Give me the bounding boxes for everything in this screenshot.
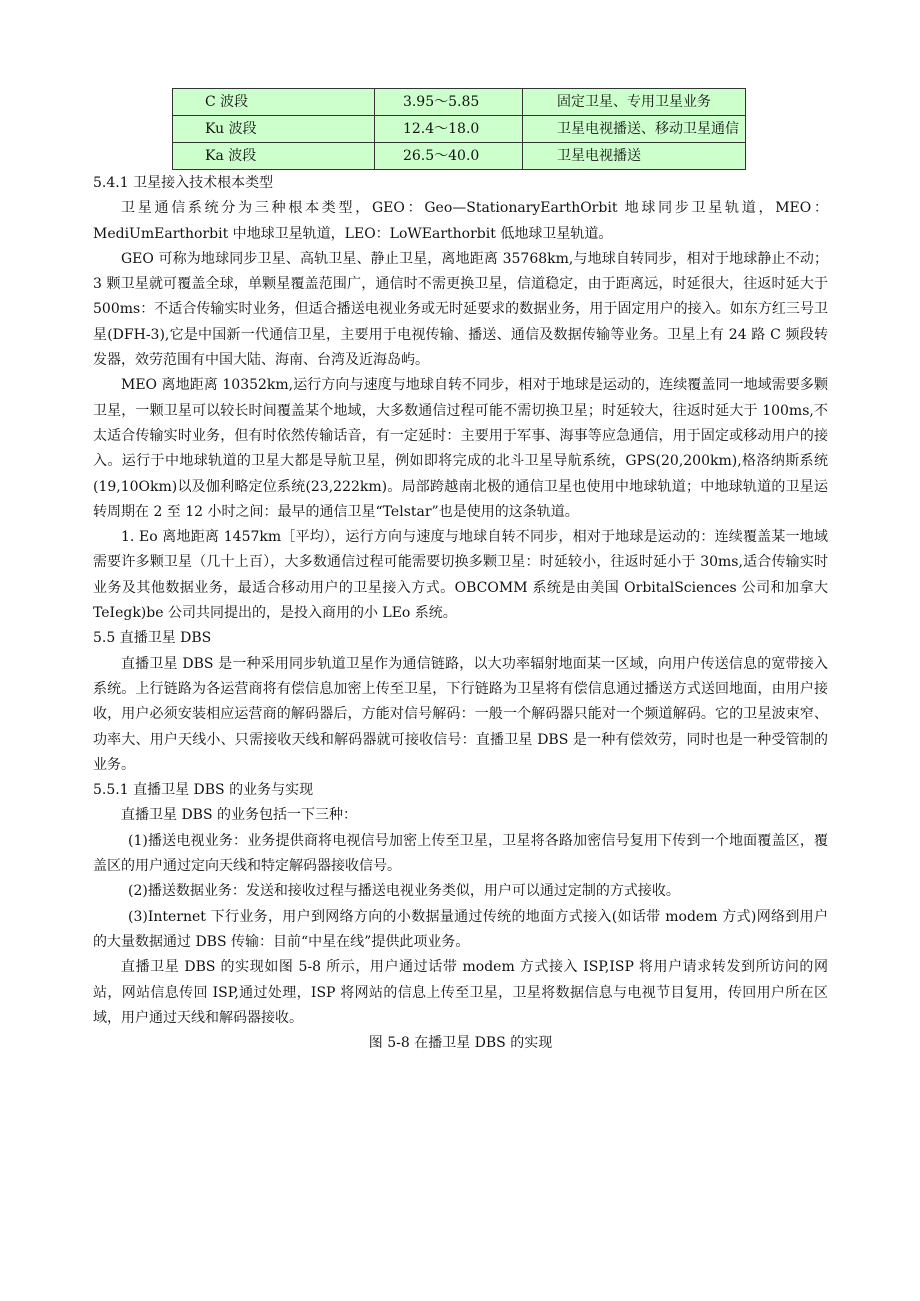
list-item: (3)Internet 下行业务，用户到网络方向的小数据量通过传统的地面方式接入(如话带 modem 方式)网络到用户的大量数据通过 DBS 传输：目前“中星在线”提供此项业务。 — [93, 908, 828, 950]
paragraph-dbs-implementation: 直播卫星 DBS 的实现如图 5-8 所示，用户通过话带 modem 方式接入 ISP,ISP 将用户请求转发到所访问的网站，网站信息传回 ISP,通过处理，ISP 将网站的信息上传至卫星，卫星将数据信息与电视节目复用，传回用户所在区域，用户通过天线和解码器接收。 — [93, 959, 828, 1026]
paragraph-leo: 1. Eo 离地距离 1457km［平均），运行方向与速度与地球自转不同步，相对于地球是运动的：连续覆盖某一地域需要许多颗卫星（几十上百），大多数通信过程可能需要切换多颗卫星：时延较小，往返时延小于 30ms,适合传输实时业务及其他数据业务，最适合移动用户的卫星接入方式。OBCOMM 系统是由美国 OrbitalSciences 公司和加拿大 TeIegk)be 公司共同提出的，是投入商用的小 LEo 系统。 — [93, 529, 828, 622]
band-range-cell: 3.95～5.85 — [374, 89, 522, 116]
table-row — [173, 89, 746, 116]
band-use-cell: 卫星电视播送、移动卫星通信 — [523, 116, 746, 143]
table-row — [173, 143, 746, 170]
paragraph-geo: GEO 可称为地球同步卫星、高轨卫星、静止卫星，离地距离 35768km,与地球自转同步，相对于地球静止不动；3 颗卫星就可覆盖全球，单颗星覆盖范围广，通信时不需更换卫星，信道稳定，由于距离远，时延很大，往返时延大于 500ms：不适合传输实时业务，但适合播送电视业务或无时延要求的数据业务，用于固定用户的接入。如东方红三号卫星(DFH-3),它是中国新一代通信卫星，主要用于电视传输、播送、通信及数据传输等业务。卫星上有 24 路 C 频段转发器，效劳范围有中国大陆、海南、台湾及近海岛屿。 — [93, 250, 828, 369]
band-range-cell: 26.5～40.0 — [374, 143, 522, 170]
paragraph-meo: MEO 离地距离 10352km,运行方向与速度与地球自转不同步，相对于地球是运动的，连续覆盖同一地域需要多颗卫星，一颗卫星可以较长时间覆盖某个地域，大多数通信过程可能不需切换卫星；时延较大，往返时延大于 100ms,不太适合传输实时业务，但有时依然传输话音，有一定延时：主要用于军事、海事等应急通信，用于固定或移动用户的接入。运行于中地球轨道的卫星大都是导航卫星，例如即将完成的北斗卫星导航系统，GPS(20,200km),格洛纳斯系统(19,10Okm)以及伽利略定位系统(23,222km)。局部跨越南北极的通信卫星也使用中地球轨道；中地球轨道的卫星运转周期在 2 至 12 小时之间：最早的通信卫星“Telstar”也是使用的这条轨道。 — [93, 377, 828, 520]
band-name-cell: Ka 波段 — [173, 143, 375, 170]
frequency-band-table — [172, 88, 746, 170]
paragraph-dbs-intro: 直播卫星 DBS 的业务包括一下三种： — [121, 807, 358, 824]
band-range-cell: 12.4～18.0 — [374, 116, 522, 143]
band-name-cell: C 波段 — [173, 89, 375, 116]
section-heading-5-5: 5.5 直播卫星 DBS — [93, 630, 212, 647]
paragraph-dbs: 直播卫星 DBS 是一种采用同步轨道卫星作为通信链路，以大功率辐射地面某一区域，向用户传送信息的宽带接入系统。上行链路为各运营商将有偿信息加密上传至卫星，下行链路为卫星将有偿信息通过播送方式送回地面，由用户接收，用户必须安装相应运营商的解码器后，方能对信号解码：一般一个解码器只能对一个频道解码。它的卫星波束窄、功率大、用户天线小、只需接收天线和解码器就可接收信号：直播卫星 DBS 是一种有偿效劳，同时也是一种受管制的业务。 — [93, 655, 828, 773]
band-use-cell: 卫星电视播送 — [523, 143, 746, 170]
section-heading-5-4-1: 5.4.1 卫星接入技术根本类型 — [93, 175, 274, 191]
list-item: (2)播送数据业务：发送和接收过程与播送电视业务类似，用户可以通过定制的方式接收。 — [128, 883, 680, 900]
figure-caption: 图 5-8 在播卫星 DBS 的实现 — [368, 1035, 553, 1052]
document-body — [93, 171, 828, 1056]
band-use-cell: 固定卫星、专用卫星业务 — [523, 89, 746, 116]
list-item: (1)播送电视业务：业务提供商将电视信号加密上传至卫星，卫星将各路加密信号复用下传到一个地面覆盖区，覆盖区的用户通过定向天线和特定解码器接收信号。 — [93, 832, 828, 875]
section-heading-5-5-1: 5.5.1 直播卫星 DBS 的业务与实现 — [93, 782, 314, 799]
paragraph-orbit-types: 卫星通信系统分为三种根本类型，GEO：Geo—StationaryEarthOrbit 地球同步卫星轨道，MEO：MediUmEarthorbit 中地球卫星轨道，LEO：LoWEarthorbit 低地球卫星轨道。 — [93, 200, 828, 242]
band-name-cell: Ku 波段 — [173, 116, 375, 143]
table-row — [173, 116, 746, 143]
